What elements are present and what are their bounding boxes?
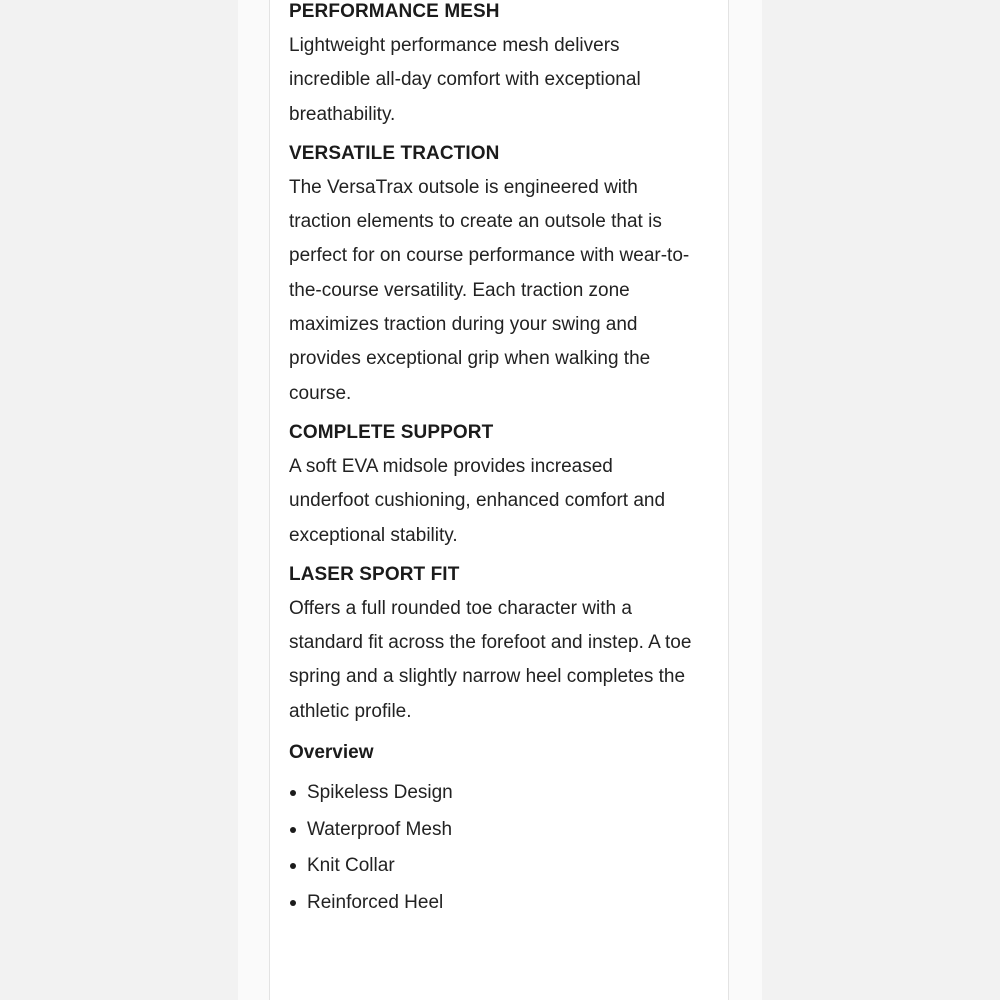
bullet-icon	[290, 827, 296, 833]
section-title: PERFORMANCE MESH	[289, 1, 500, 22]
body-line: traction elements to create an outsole that is	[289, 211, 662, 233]
section-title: COMPLETE SUPPORT	[289, 421, 494, 443]
overview-section	[289, 741, 719, 921]
bullet-icon	[290, 790, 296, 796]
body-line: athletic profile.	[289, 700, 412, 722]
body-line: The VersaTrax outsole is engineered with	[289, 176, 638, 198]
list-item-label: Knit Collar	[307, 855, 395, 877]
list-item-label: Waterproof Mesh	[307, 818, 453, 840]
feature-section-laser-sport-fit	[289, 563, 719, 729]
list-item	[289, 775, 719, 812]
body-line: spring and a slightly narrow heel completes the	[289, 666, 686, 688]
section-title: VERSATILE TRACTION	[289, 142, 500, 164]
body-line: Lightweight performance mesh delivers	[289, 35, 620, 56]
list-item-label: Spikeless Design	[307, 782, 453, 804]
list-item-label: Reinforced Heel	[307, 891, 444, 913]
body-line: underfoot cushioning, enhanced comfort and	[289, 490, 666, 512]
section-body	[289, 171, 719, 411]
body-line: A soft EVA midsole provides increased	[289, 455, 613, 477]
body-line: course.	[289, 382, 352, 404]
body-line: incredible all-day comfort with exceptional	[289, 69, 641, 91]
feature-section-versatile-traction	[289, 142, 719, 411]
body-line: provides exceptional grip when walking the	[289, 348, 651, 370]
body-line: Offers a full rounded toe character with a	[289, 597, 632, 619]
body-line: maximizes traction during your swing and	[289, 314, 638, 336]
body-line: perfect for on course performance with wear-to-	[289, 245, 690, 267]
list-item	[289, 812, 719, 849]
section-body	[289, 592, 719, 729]
section-body	[289, 29, 719, 132]
product-details-card	[269, 0, 729, 1000]
list-item	[289, 848, 719, 885]
body-line: exceptional stability.	[289, 524, 458, 546]
bullet-icon	[290, 863, 296, 869]
feature-section-complete-support	[289, 421, 719, 553]
overview-list	[289, 775, 719, 921]
overview-title: Overview	[289, 742, 374, 764]
body-line: breathability.	[289, 103, 396, 125]
product-details-content	[289, 0, 719, 921]
bullet-icon	[290, 900, 296, 906]
body-line: standard fit across the forefoot and instep. A toe	[289, 632, 692, 654]
section-body	[289, 450, 719, 553]
body-line: the-course versatility. Each traction zone	[289, 279, 630, 301]
feature-section-performance-mesh	[289, 0, 719, 132]
list-item	[289, 885, 719, 922]
section-title: LASER SPORT FIT	[289, 563, 460, 585]
